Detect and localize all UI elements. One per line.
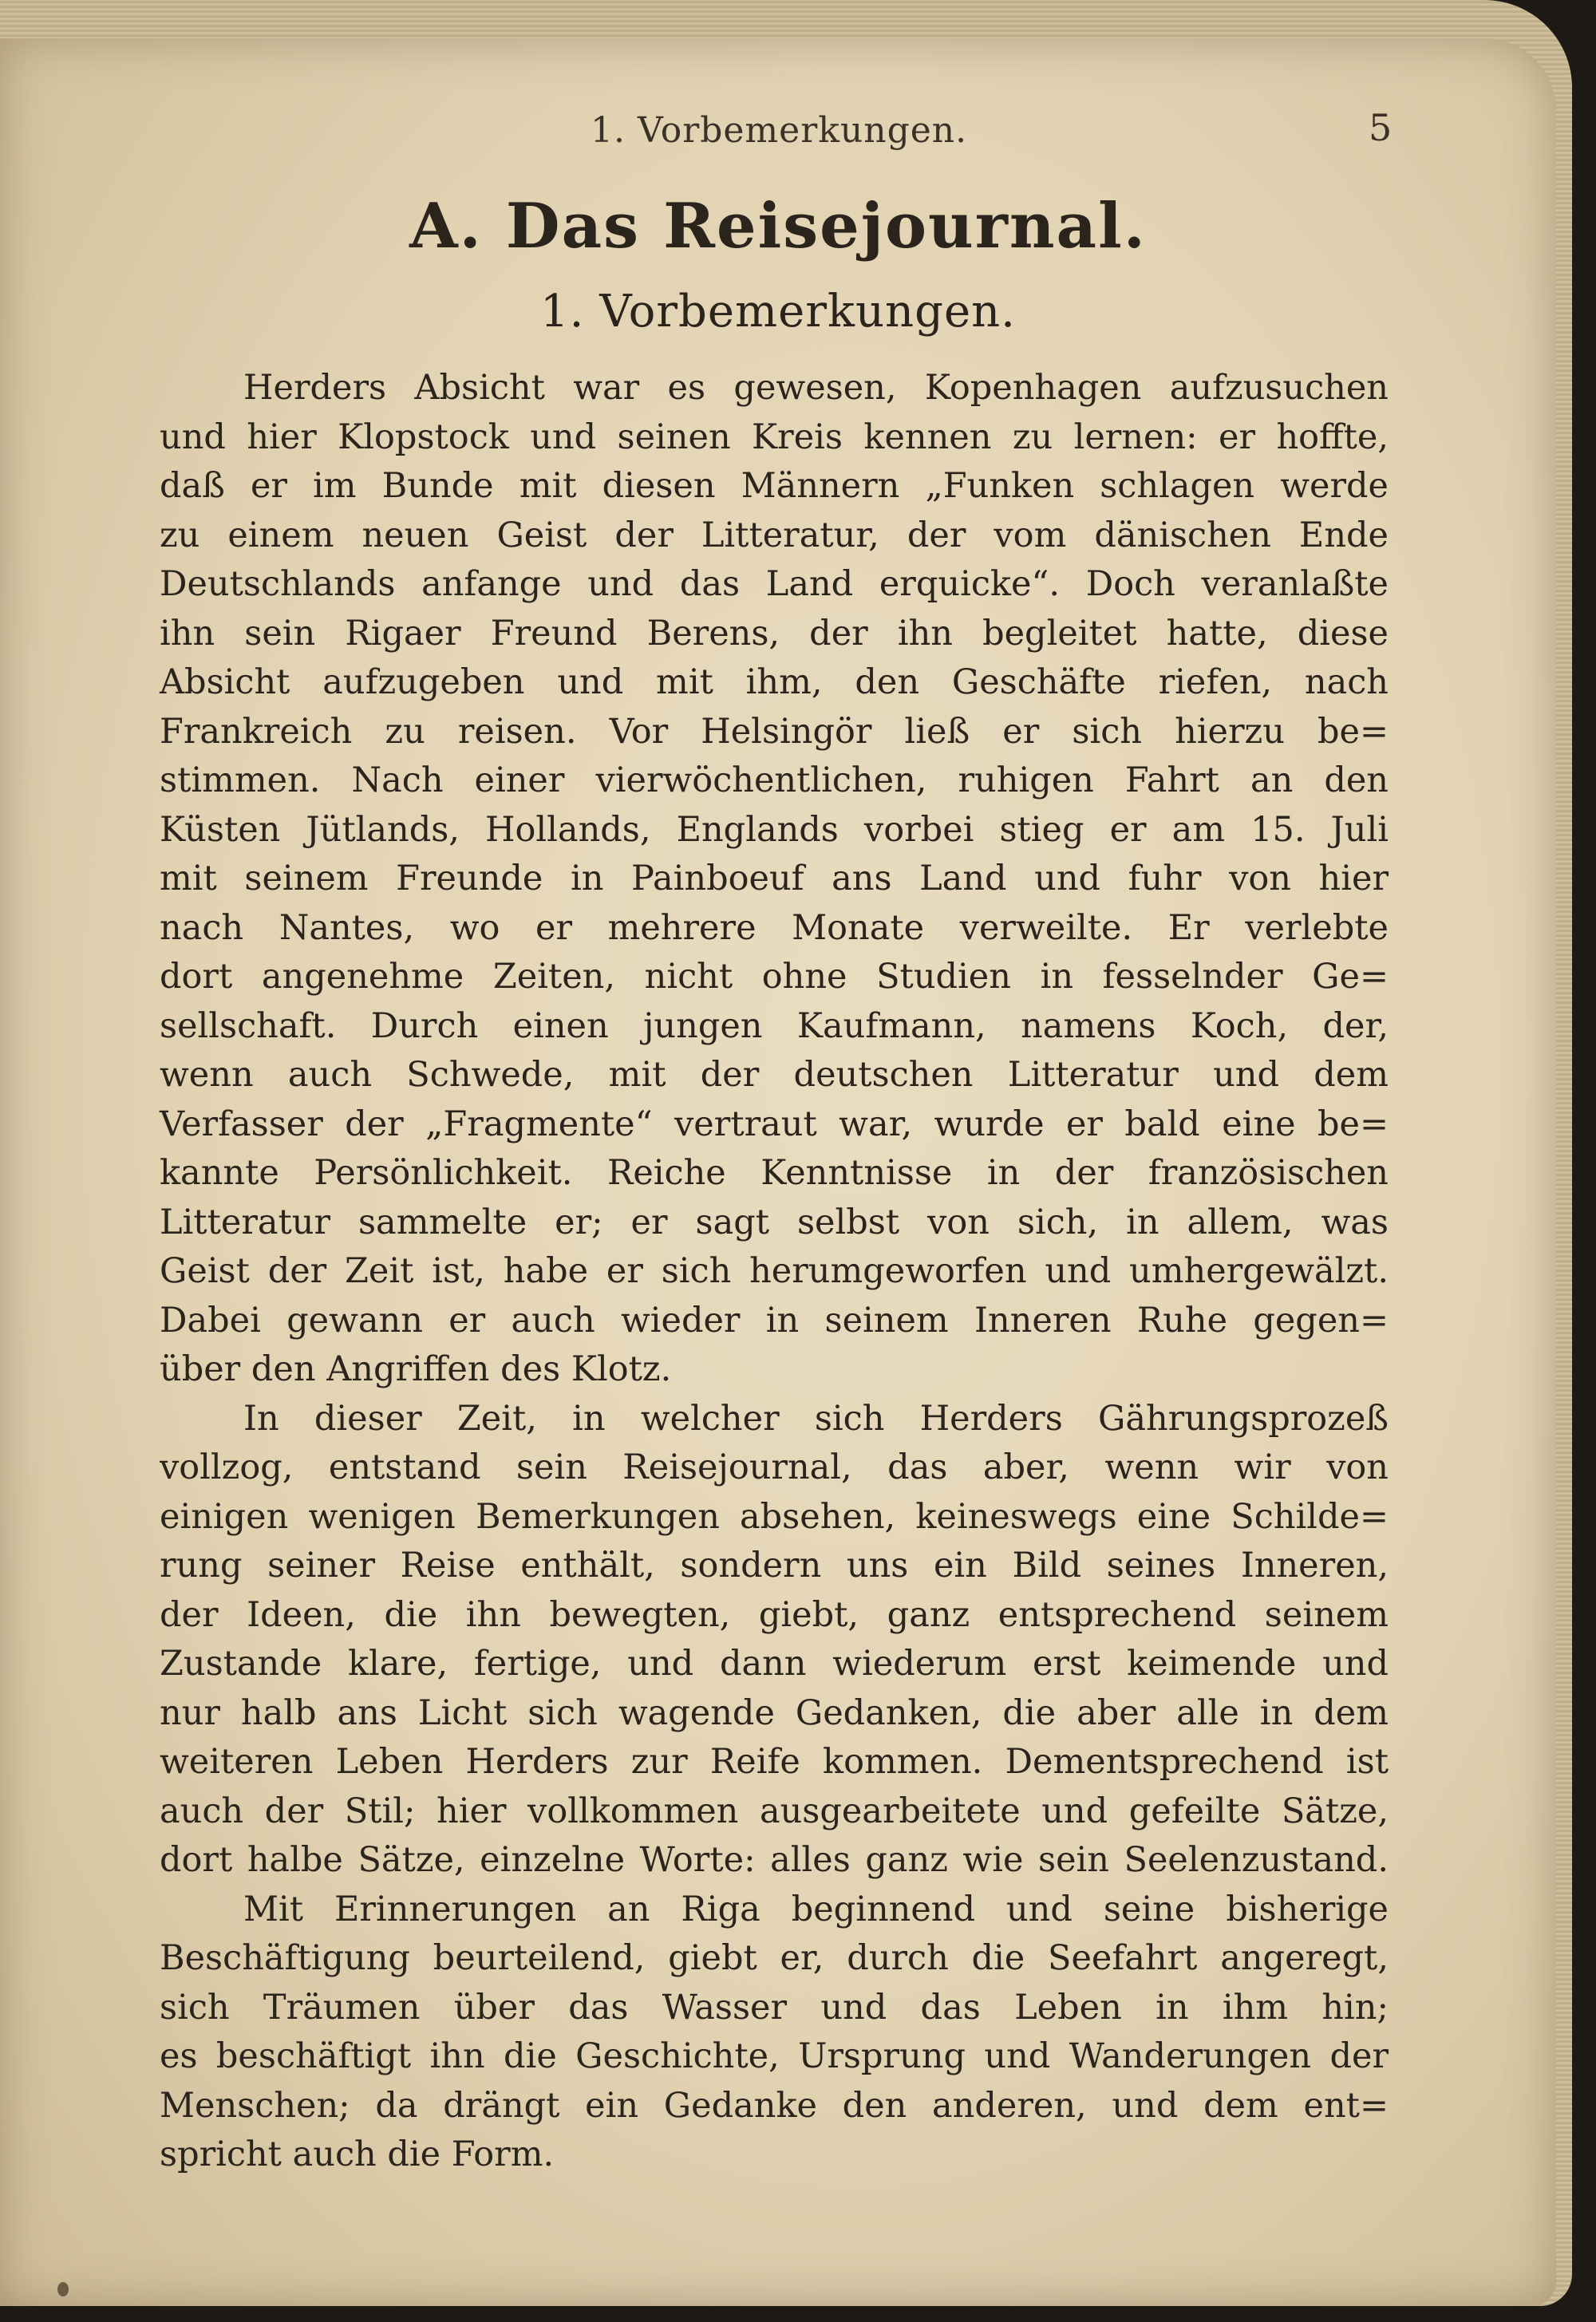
text-line: weiteren Leben Herders zur Reife kommen. Dementsprechend ist xyxy=(160,1742,1389,1782)
text-line: Verfasser der „Fragmente“ vertraut war, wurde er bald eine be= xyxy=(160,1104,1389,1144)
text-line: vollzog, entstand sein Reisejournal, das aber, wenn wir von xyxy=(160,1447,1389,1487)
text-line: wenn auch Schwede, mit der deutschen Litteratur und dem xyxy=(160,1055,1389,1095)
text-line: sellschaft. Durch einen jungen Kaufmann, namens Koch, der, xyxy=(160,1005,1389,1046)
text-line: über den Angriffen des Klotz. xyxy=(160,1349,672,1389)
text-line: Herders Absicht war es gewesen, Kopenhagen aufzusuchen xyxy=(243,368,1389,408)
text-line: stimmen. Nach einer vierwöchentlichen, ruhigen Fahrt an den xyxy=(160,760,1389,800)
text-line: kannte Persönlichkeit. Reiche Kenntnisse in der französischen xyxy=(160,1153,1389,1193)
text-line: Litteratur sammelte er; er sagt selbst von sich, in allem, was xyxy=(160,1202,1389,1242)
text-line: In dieser Zeit, in welcher sich Herders Gährungsprozeß xyxy=(243,1398,1389,1439)
text-line: Mit Erinnerungen an Riga beginnend und seine bisherige xyxy=(243,1889,1389,1929)
text-line: ihn sein Rigaer Freund Berens, der ihn begleitet hatte, diese xyxy=(160,613,1389,654)
text-line: spricht auch die Form. xyxy=(160,2134,555,2174)
paper-spot xyxy=(57,2282,69,2296)
text-line: Geist der Zeit ist, habe er sich herumgeworfen und umhergewälzt. xyxy=(160,1251,1389,1291)
text-line: daß er im Bunde mit diesen Männern „Funken schlagen werde xyxy=(160,466,1389,506)
text-line: zu einem neuen Geist der Litteratur, der vom dänischen Ende xyxy=(160,515,1389,555)
text-line: dort angenehme Zeiten, nicht ohne Studien in fesselnder Ge= xyxy=(160,957,1389,997)
book-page xyxy=(0,38,1556,2306)
text-line: Absicht aufzugeben und mit ihm, den Geschäfte riefen, nach xyxy=(160,662,1389,702)
text-line: Frankreich zu reisen. Vor Helsingör ließ er sich hierzu be= xyxy=(160,711,1389,752)
text-line: Deutschlands anfange und das Land erquicke“. Doch veranlaßte xyxy=(160,564,1389,604)
text-line: Dabei gewann er auch wieder in seinem Inneren Ruhe gegen= xyxy=(160,1300,1389,1341)
page-number: 5 xyxy=(1369,106,1393,149)
text-line: und hier Klopstock und seinen Kreis kennen zu lernen: er hoffte, xyxy=(160,417,1389,457)
section-title: A. Das Reisejournal. xyxy=(409,190,1147,263)
text-line: Beschäftigung beurteilend, giebt er, durch die Seefahrt angeregt, xyxy=(160,1938,1389,1978)
text-line: sich Träumen über das Wasser und das Leben in ihm hin; xyxy=(160,1987,1389,2028)
text-line: rung seiner Reise enthält, sondern uns ein Bild seines Inneren, xyxy=(160,1546,1389,1586)
sub-title: 1. Vorbemerkungen. xyxy=(540,286,1016,338)
text-line: nach Nantes, wo er mehrere Monate verweilte. Er verlebte xyxy=(160,907,1389,948)
text-line: nur halb ans Licht sich wagende Gedanken, die aber alle in dem xyxy=(160,1692,1389,1733)
running-head: 1. Vorbemerkungen. xyxy=(591,110,968,151)
text-line: auch der Stil; hier vollkommen ausgearbeitete und gefeilte Sätze, xyxy=(160,1791,1389,1831)
text-line: einigen wenigen Bemerkungen absehen, keineswegs eine Schilde= xyxy=(160,1496,1389,1537)
body-text xyxy=(160,364,1389,2180)
text-line: Zustande klare, fertige, und dann wiederum erst keimende und xyxy=(160,1644,1389,1684)
text-line: Küsten Jütlands, Hollands, Englands vorbei stieg er am 15. Juli xyxy=(160,809,1389,850)
text-line: es beschäftigt ihn die Geschichte, Ursprung und Wanderungen der xyxy=(160,2036,1389,2076)
text-line: dort halbe Sätze, einzelne Worte: alles ganz wie sein Seelenzustand. xyxy=(160,1840,1389,1880)
text-line: der Ideen, die ihn bewegten, giebt, ganz entsprechend seinem xyxy=(160,1594,1389,1635)
text-line: mit seinem Freunde in Painboeuf ans Land und fuhr von hier xyxy=(160,859,1389,898)
text-line: Menschen; da drängt ein Gedanke den anderen, und dem ent= xyxy=(160,2085,1389,2126)
